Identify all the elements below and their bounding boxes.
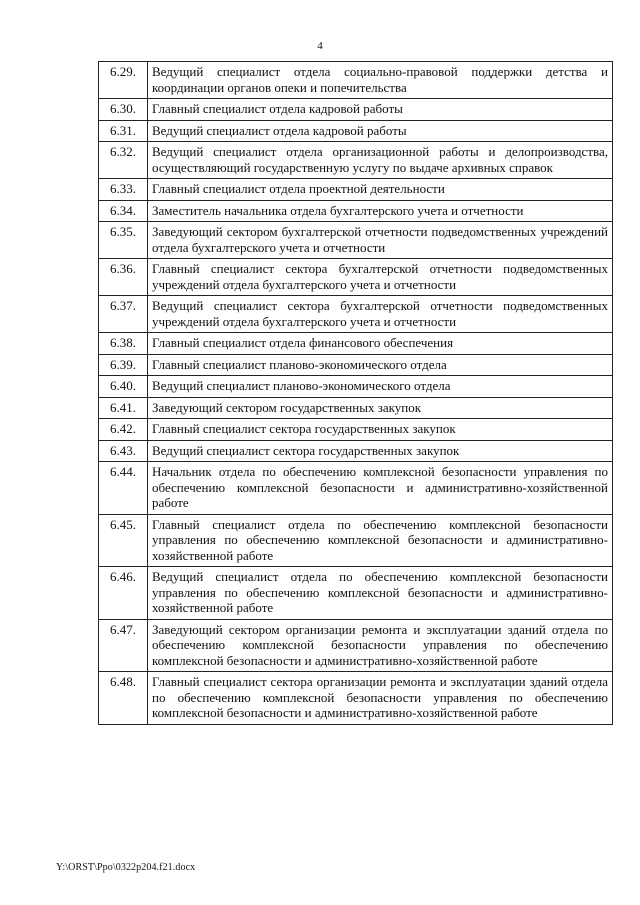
table-row: [99, 333, 613, 355]
table-row: [99, 296, 613, 333]
table-row: [99, 672, 613, 725]
position-title: Заместитель начальника отдела бухгалтерского учета и отчетности: [148, 200, 613, 222]
position-title: Ведущий специалист сектора государственных закупок: [148, 440, 613, 462]
table-row: [99, 440, 613, 462]
position-title: Заведующий сектором организации ремонта и эксплуатации зданий отдела по обеспечению комплексной безопасности управления по обеспечению комплексной безопасности и административно-хозяйственной работе: [148, 619, 613, 672]
row-number: 6.42.: [99, 419, 148, 441]
row-number: 6.43.: [99, 440, 148, 462]
footer-file-path: Y:\ORST\Ppo\0322p204.f21.docx: [56, 862, 196, 873]
position-title: Заведующий сектором государственных закупок: [148, 397, 613, 419]
position-title: Ведущий специалист сектора бухгалтерской отчетности подведомственных учреждений отдела бухгалтерского учета и отчетности: [148, 296, 613, 333]
table-row: [99, 397, 613, 419]
table-row: [99, 462, 613, 515]
position-title: Ведущий специалист отдела кадровой работы: [148, 120, 613, 142]
table-row: [99, 142, 613, 179]
positions-table: [98, 61, 613, 725]
row-number: 6.40.: [99, 376, 148, 398]
position-title: Ведущий специалист отдела организационной работы и делопроизводства, осуществляющий государственную услугу по выдаче архивных справок: [148, 142, 613, 179]
page-number: 4: [317, 40, 323, 52]
row-number: 6.33.: [99, 179, 148, 201]
position-title: Главный специалист сектора бухгалтерской отчетности подведомственных учреждений отдела бухгалтерского учета и отчетности: [148, 259, 613, 296]
position-title: Ведущий специалист отдела по обеспечению комплексной безопасности управления по обеспечению комплексной безопасности и административно-хозяйственной работе: [148, 567, 613, 620]
table-row: [99, 222, 613, 259]
position-title: Ведущий специалист отдела социально-правовой поддержки детства и координации органов опеки и попечительства: [148, 62, 613, 99]
position-title: Главный специалист отдела по обеспечению комплексной безопасности управления по обеспечению комплексной безопасности и административно-хозяйственной работе: [148, 514, 613, 567]
row-number: 6.31.: [99, 120, 148, 142]
row-number: 6.39.: [99, 354, 148, 376]
table-row: [99, 376, 613, 398]
table-row: [99, 567, 613, 620]
position-title: Главный специалист сектора организации ремонта и эксплуатации зданий отдела по обеспечению комплексной безопасности управления по обеспечению комплексной безопасности и административно-хозяйственной работе: [148, 672, 613, 725]
position-title: Начальник отдела по обеспечению комплексной безопасности управления по обеспечению комплексной безопасности и административно-хозяйственной работе: [148, 462, 613, 515]
table-row: [99, 514, 613, 567]
table-row: [99, 354, 613, 376]
position-title: Главный специалист планово-экономического отдела: [148, 354, 613, 376]
row-number: 6.29.: [99, 62, 148, 99]
row-number: 6.45.: [99, 514, 148, 567]
table-row: [99, 200, 613, 222]
position-title: Главный специалист отдела финансового обеспечения: [148, 333, 613, 355]
row-number: 6.47.: [99, 619, 148, 672]
row-number: 6.37.: [99, 296, 148, 333]
table-row: [99, 619, 613, 672]
position-title: Главный специалист отдела кадровой работы: [148, 99, 613, 121]
position-title: Ведущий специалист планово-экономического отдела: [148, 376, 613, 398]
row-number: 6.35.: [99, 222, 148, 259]
position-title: Главный специалист сектора государственных закупок: [148, 419, 613, 441]
table-row: [99, 120, 613, 142]
table-row: [99, 179, 613, 201]
row-number: 6.48.: [99, 672, 148, 725]
row-number: 6.41.: [99, 397, 148, 419]
row-number: 6.36.: [99, 259, 148, 296]
row-number: 6.34.: [99, 200, 148, 222]
row-number: 6.30.: [99, 99, 148, 121]
position-title: Заведующий сектором бухгалтерской отчетности подведомственных учреждений отдела бухгалтерского учета и отчетности: [148, 222, 613, 259]
table-row: [99, 419, 613, 441]
positions-table-body: [99, 62, 613, 725]
table-row: [99, 259, 613, 296]
row-number: 6.38.: [99, 333, 148, 355]
row-number: 6.46.: [99, 567, 148, 620]
position-title: Главный специалист отдела проектной деятельности: [148, 179, 613, 201]
table-row: [99, 99, 613, 121]
row-number: 6.32.: [99, 142, 148, 179]
row-number: 6.44.: [99, 462, 148, 515]
table-row: [99, 62, 613, 99]
